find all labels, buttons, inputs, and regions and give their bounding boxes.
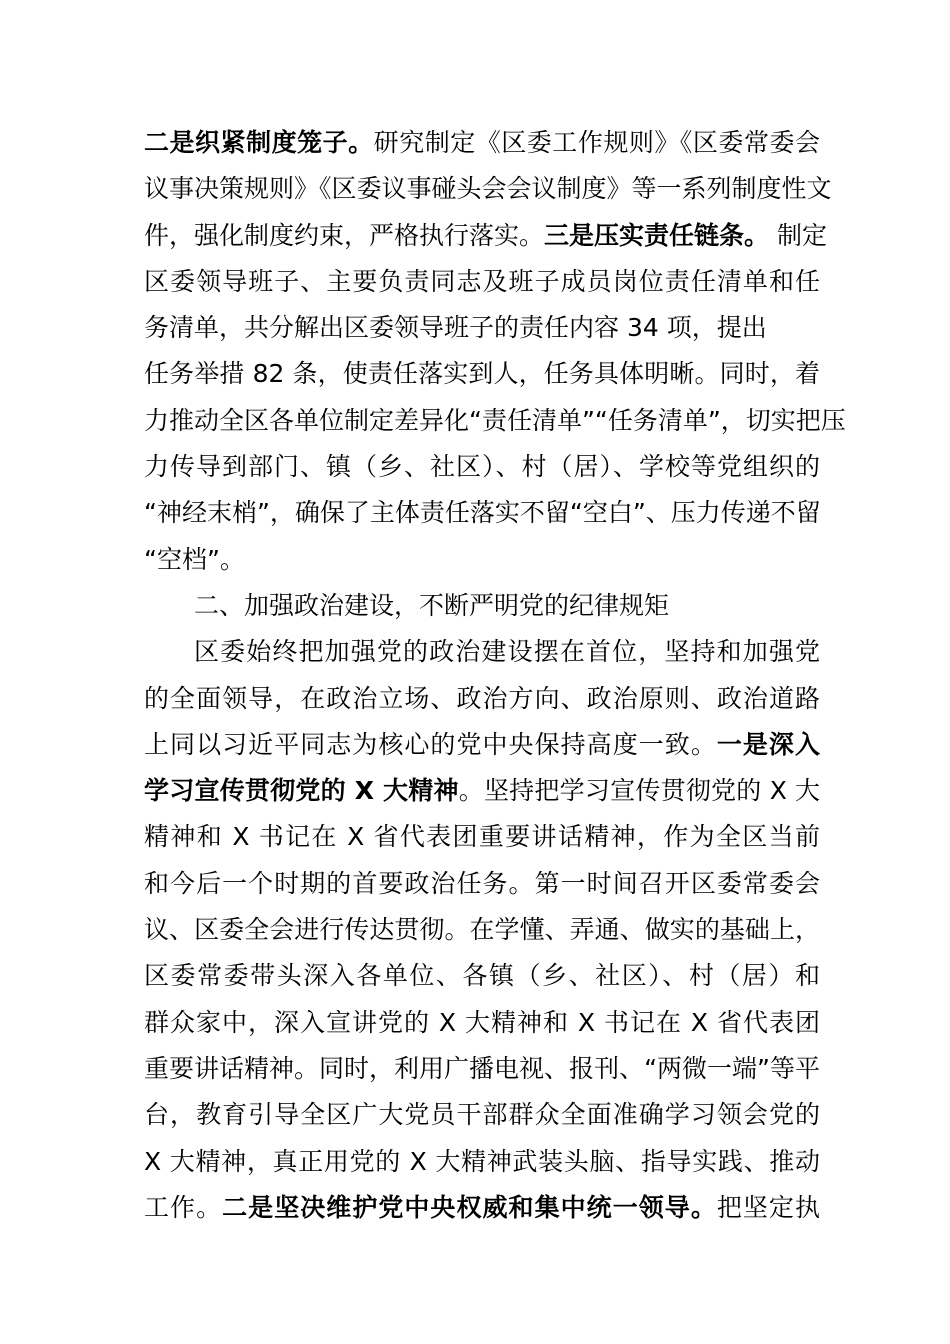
text-segment: 精神和 X 书记在 X 省代表团重要讲话精神，作为全区当前 xyxy=(144,822,820,852)
text-segment: 制定 xyxy=(769,220,827,250)
text-line xyxy=(144,861,820,907)
section-heading xyxy=(144,583,820,629)
text-line xyxy=(144,305,820,351)
text-segment: X 大精神，真正用党的 X 大精神武装头脑、指导实践、推动 xyxy=(144,1146,820,1176)
text-line xyxy=(144,166,832,212)
text-line xyxy=(144,907,820,953)
text-segment: 区委常委带头深入各单位、各镇（乡、社区）、村（居）和 xyxy=(144,961,820,991)
text-segment: 重要讲话精神。同时，利用广播电视、报刊、“两微一端”等平 xyxy=(144,1053,820,1083)
text-segment: 力传导到部门、镇（乡、社区）、村（居）、学校等党组织的 xyxy=(144,452,820,482)
document-body xyxy=(144,120,846,1231)
text-line xyxy=(144,814,820,860)
text-segment: 议事决策规则》《区委议事碰头会会议制度》等一系列制度性文 xyxy=(144,174,832,204)
text-segment: 研究制定《区委工作规则》《区委常委会 xyxy=(373,128,820,157)
text-line xyxy=(144,1185,820,1231)
bold-phrase: 一是深入 xyxy=(716,729,820,759)
text-line xyxy=(144,398,846,444)
text-segment: 议、区委全会进行传达贯彻。在学懂、弄通、做实的基础上， xyxy=(144,915,820,945)
text-segment: 上同以习近平同志为核心的党中央保持高度一致。 xyxy=(144,729,717,759)
text-line xyxy=(144,1092,820,1138)
bold-phrase: 二是织紧制度笼子。 xyxy=(144,128,374,157)
text-segment: 二、加强政治建设，不断严明党的纪律规矩 xyxy=(194,590,670,620)
text-line xyxy=(144,953,820,999)
text-line xyxy=(144,768,820,814)
text-segment: 区委领导班子、主要负责同志及班子成员岗位责任清单和任 xyxy=(144,266,820,296)
text-line xyxy=(144,1139,820,1185)
text-line xyxy=(144,213,827,259)
text-line xyxy=(144,259,820,305)
text-line xyxy=(144,351,820,397)
bold-phrase: 学习宣传贯彻党的 X 大精神 xyxy=(144,776,459,806)
text-segment: 群众家中，深入宣讲党的 X 大精神和 X 书记在 X 省代表团 xyxy=(144,1007,820,1037)
text-segment: 和今后一个时期的首要政治任务。第一时间召开区委常委会 xyxy=(144,868,820,898)
text-line xyxy=(144,490,820,536)
text-line xyxy=(144,722,820,768)
text-line xyxy=(144,676,820,722)
text-segment: 务清单，共分解出区委领导班子的责任内容 34 项，提出 xyxy=(144,313,767,343)
text-line xyxy=(144,1000,820,1046)
text-segment: 工作。 xyxy=(144,1192,223,1222)
bold-phrase: 三是压实责任链条。 xyxy=(544,220,770,250)
text-segment: “空档”。 xyxy=(144,544,245,574)
text-segment: 台，教育引导全区广大党员干部群众全面准确学习领会党的 xyxy=(144,1100,820,1130)
text-line xyxy=(144,120,820,166)
text-segment: 力推动全区各单位制定差异化“责任清单”“任务清单”，切实把压 xyxy=(144,405,846,435)
text-segment: 区委始终把加强党的政治建设摆在首位，坚持和加强党 xyxy=(194,637,820,667)
text-segment: 任务举措 82 条，使责任落实到人，任务具体明晰。同时，着 xyxy=(144,359,820,389)
text-line xyxy=(144,537,820,583)
text-line xyxy=(144,1046,820,1092)
text-line xyxy=(144,444,820,490)
text-segment: 。坚持把学习宣传贯彻党的 X 大 xyxy=(458,776,820,806)
text-line xyxy=(144,629,820,675)
text-segment: 的全面领导，在政治立场、政治方向、政治原则、政治道路 xyxy=(144,683,820,713)
document-page xyxy=(144,120,846,1231)
text-segment: 把坚定执 xyxy=(716,1192,820,1222)
text-segment: “神经末梢”，确保了主体责任落实不留“空白”、压力传递不留 xyxy=(144,498,821,528)
bold-phrase: 二是坚决维护党中央权威和集中统一领导。 xyxy=(222,1192,717,1222)
text-segment: 件，强化制度约束，严格执行落实。 xyxy=(144,220,545,250)
